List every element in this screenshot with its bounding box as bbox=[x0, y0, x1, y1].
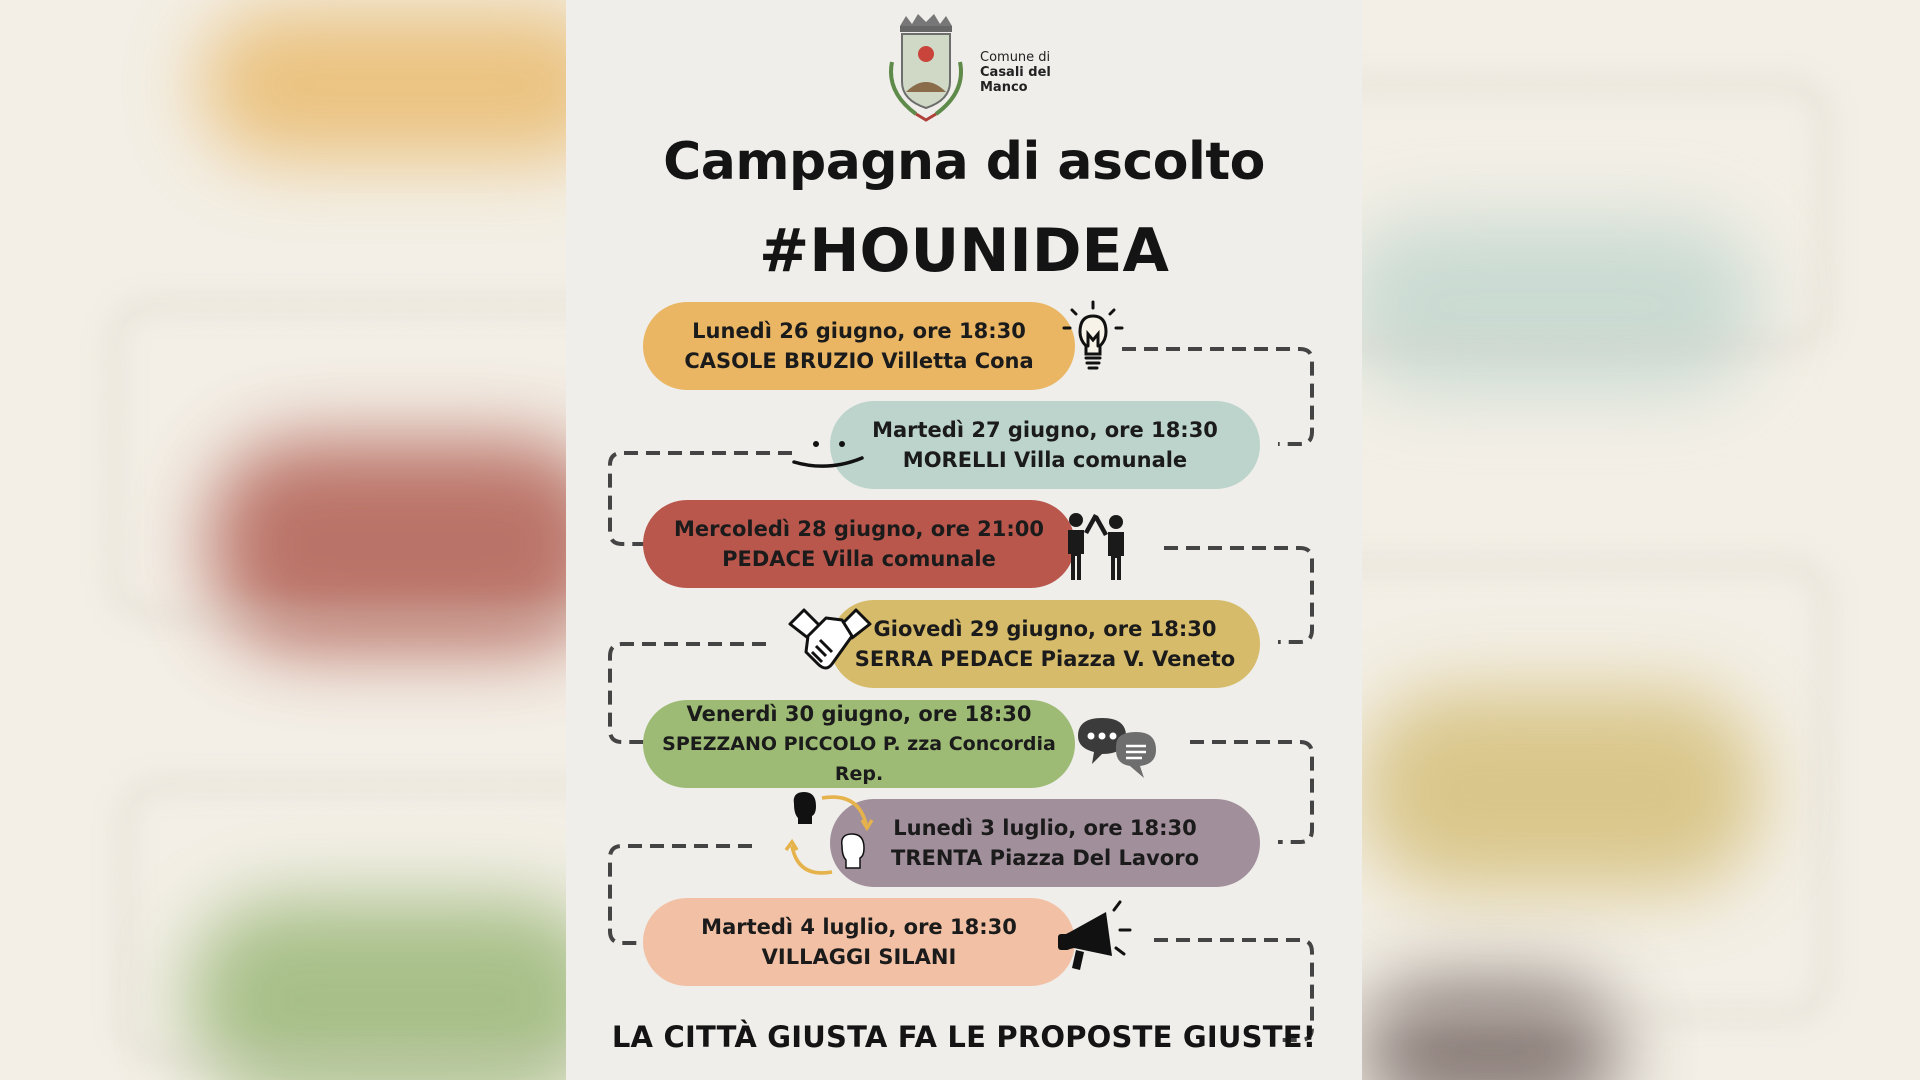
municipality-prefix: Comune di bbox=[980, 50, 1051, 65]
lightbulb-icon bbox=[1058, 298, 1128, 378]
event-place: TRENTA Piazza Del Lavoro bbox=[891, 846, 1199, 870]
event-place: PEDACE Villa comunale bbox=[722, 547, 996, 571]
event-date: Venerdì 30 giugno, ore 18:30 bbox=[686, 702, 1032, 726]
event-date: Lunedì 26 giugno, ore 18:30 bbox=[692, 319, 1026, 343]
event-item-casole-bruzio bbox=[643, 302, 1075, 390]
event-date: Martedì 4 luglio, ore 18:30 bbox=[701, 915, 1017, 939]
event-item-spezzano-piccolo bbox=[643, 700, 1075, 788]
event-item-villaggi-silani bbox=[643, 898, 1075, 986]
event-item-trenta bbox=[830, 799, 1260, 887]
event-date: Lunedì 3 luglio, ore 18:30 bbox=[893, 816, 1197, 840]
handshake-icon bbox=[786, 606, 874, 682]
event-place: VILLAGGI SILANI bbox=[761, 945, 957, 969]
event-place: CASOLE BRUZIO Villetta Cona bbox=[684, 349, 1034, 373]
event-date: Mercoledì 28 giugno, ore 21:00 bbox=[674, 517, 1044, 541]
event-place: SERRA PEDACE Piazza V. Veneto bbox=[854, 647, 1236, 671]
campaign-title: Campagna di ascolto bbox=[663, 132, 1265, 192]
exchange-heads-icon bbox=[782, 790, 878, 880]
megaphone-icon bbox=[1056, 896, 1136, 976]
event-date: Martedì 27 giugno, ore 18:30 bbox=[872, 418, 1218, 442]
slogan: LA CITTÀ GIUSTA FA LE PROPOSTE GIUSTE! bbox=[611, 1020, 1317, 1054]
chat-bubbles-icon bbox=[1072, 712, 1160, 780]
campaign-hashtag: #HOUNIDEA bbox=[759, 216, 1169, 286]
people-icon bbox=[1058, 510, 1138, 582]
event-place: SPEZZANO PICCOLO P. zza Concordia Rep. bbox=[662, 733, 1056, 785]
municipality-title: Casali del Manco bbox=[980, 65, 1051, 95]
event-date: Giovedì 29 giugno, ore 18:30 bbox=[873, 617, 1217, 641]
smile-icon bbox=[788, 430, 868, 474]
event-item-pedace bbox=[643, 500, 1075, 588]
event-item-serra-pedace bbox=[830, 600, 1260, 688]
event-poster bbox=[566, 0, 1362, 1080]
event-item-morelli bbox=[830, 401, 1260, 489]
event-place: MORELLI Villa comunale bbox=[902, 448, 1188, 472]
